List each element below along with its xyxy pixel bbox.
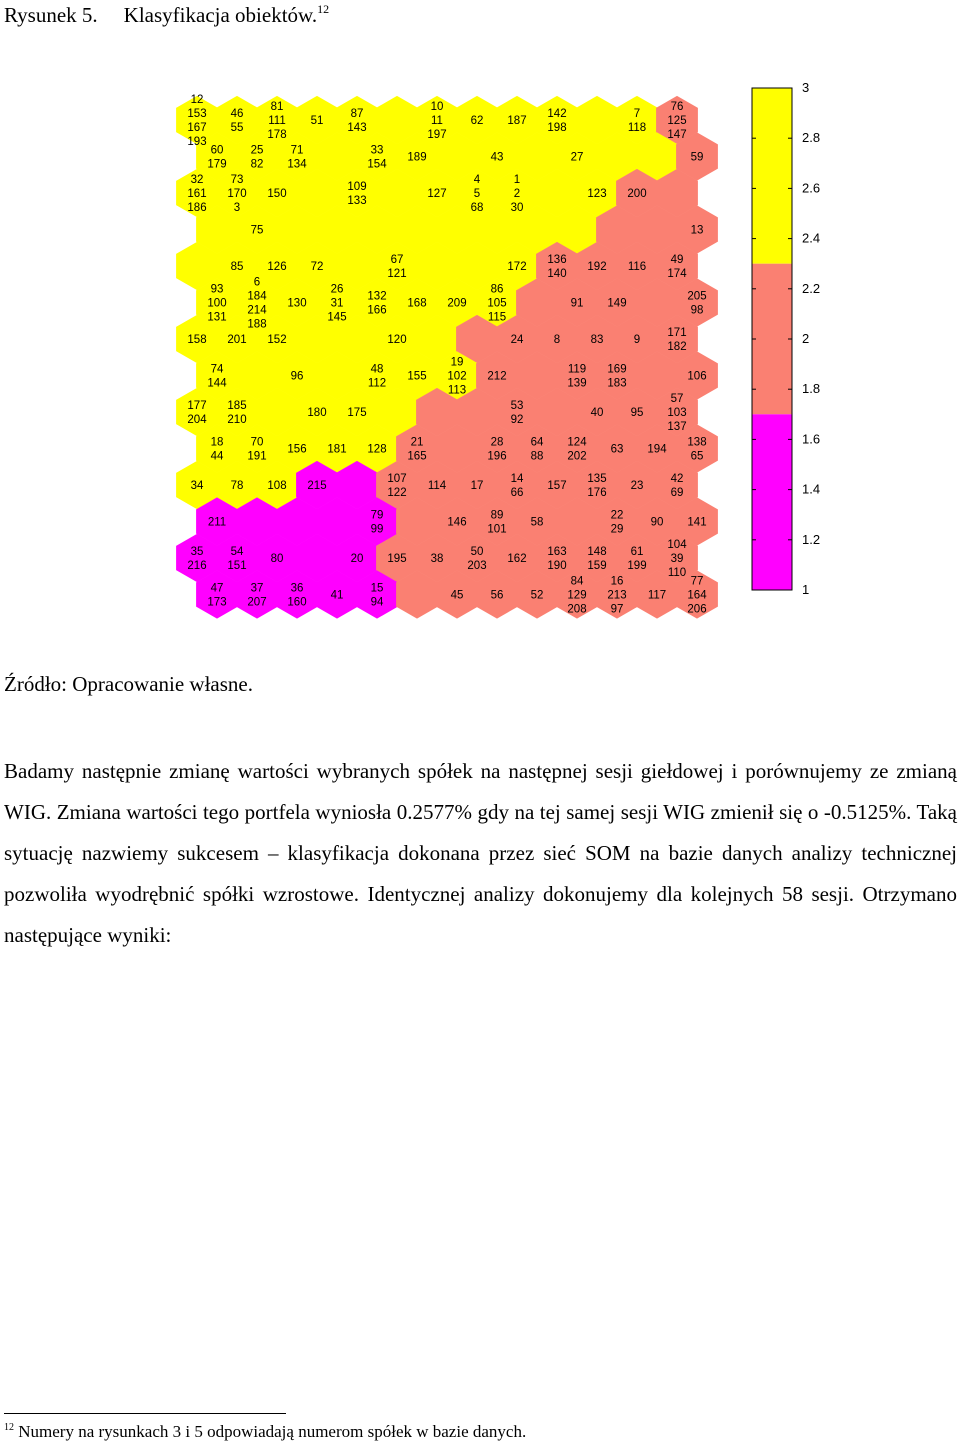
som-cell-label: 28 196	[487, 436, 507, 463]
som-cell-label: 96	[290, 370, 304, 383]
som-cell-label: 12 153 167 193	[187, 94, 207, 148]
som-cell-label: 211	[207, 516, 227, 529]
som-hex-cell	[277, 572, 317, 618]
som-cell-label: 127	[427, 188, 447, 200]
som-cell-label: 75	[250, 224, 264, 237]
som-cell-label: 132 166	[367, 290, 387, 317]
som-cell-label: 32 161 186	[187, 174, 207, 214]
som-cell-label: 189	[407, 151, 427, 164]
colorbar-segment	[752, 88, 792, 264]
som-cell-label: 138 65	[687, 436, 707, 463]
som-cell-label: 93 100 131	[207, 283, 227, 324]
som-cell-label: 26 31 145	[327, 283, 347, 324]
som-cell-label: 135 176	[587, 473, 607, 499]
som-cell-label: 52	[530, 589, 544, 602]
som-cell-label: 85	[230, 261, 244, 273]
som-cell-label: 149	[607, 297, 627, 310]
som-cell-label: 114	[427, 480, 447, 492]
som-cell-label: 6 184 214 188	[247, 276, 267, 331]
colorbar-tick-label: 2.6	[802, 180, 821, 196]
som-cell-label: 72	[310, 261, 324, 273]
som-cell-label: 80	[270, 553, 284, 565]
som-cell-label: 181	[327, 443, 347, 456]
som-cell-label: 45	[450, 589, 464, 602]
som-cell-label: 171 182	[667, 327, 687, 353]
footnote-number: 12	[4, 1422, 14, 1433]
som-cell-label: 89 101	[487, 509, 507, 536]
som-cell-label: 13	[690, 224, 704, 237]
som-cell-label: 106	[687, 370, 707, 383]
som-cell-label: 53 92	[510, 400, 524, 426]
som-cell-label: 14 66	[510, 473, 524, 499]
som-cell-label: 64 88	[530, 436, 544, 463]
som-cell-label: 195	[387, 553, 407, 565]
colorbar	[752, 80, 820, 597]
som-cell-label: 61 199	[627, 546, 647, 572]
som-cell-label: 194	[647, 443, 667, 456]
footnote	[4, 1422, 526, 1442]
som-cell-label: 15 94	[370, 582, 384, 609]
som-cell-label: 157	[547, 480, 567, 492]
som-cell-label: 155	[407, 370, 427, 383]
som-cell-label: 158	[187, 334, 207, 346]
som-cell-label: 163 190	[547, 546, 567, 572]
colorbar-tick-label: 2.8	[802, 130, 821, 146]
som-cell-label: 42 69	[670, 473, 684, 499]
som-cell-label: 56	[490, 589, 504, 602]
som-cell-label: 175	[347, 407, 367, 419]
som-cell-label: 107 122	[387, 473, 407, 499]
som-hex-cell	[197, 572, 237, 618]
som-cell-label: 27	[570, 151, 584, 164]
figure-source: Źródło: Opracowanie własne.	[4, 672, 253, 696]
som-cell-label: 74 144	[207, 363, 227, 390]
colorbar-segment	[752, 264, 792, 415]
som-cell-label: 43	[490, 151, 504, 164]
som-cell-label: 67 121	[387, 254, 407, 280]
colorbar-tick-label: 1.4	[802, 481, 821, 497]
som-cell-label: 84 129 208	[567, 575, 587, 616]
som-cell-label: 136 140	[547, 254, 567, 280]
colorbar-tick-label: 1.2	[802, 531, 821, 547]
som-cell-label: 117	[647, 589, 667, 602]
colorbar-tick-label: 1.6	[802, 431, 821, 447]
som-cell-label: 20	[350, 553, 364, 565]
som-cell-label: 187	[507, 115, 527, 127]
som-cell-label: 185 210	[227, 400, 247, 426]
som-cell-label: 25 82	[250, 144, 264, 171]
som-cell-label: 128	[367, 443, 387, 456]
footnote-text: Numery na rysunkach 3 i 5 odpowiadają numerom spółek w bazie danych.	[18, 1422, 527, 1441]
som-cell-label: 104 39 110	[667, 539, 687, 579]
colorbar-tick-label: 2.4	[802, 230, 821, 246]
som-cell-label: 59	[690, 151, 704, 164]
colorbar-tick-label: 3	[802, 80, 810, 95]
som-cell-label: 83	[590, 334, 604, 346]
colorbar-tick-label: 1.8	[802, 381, 821, 397]
som-cell-label: 86 105 115	[487, 283, 507, 324]
som-cell-label: 148 159	[587, 546, 607, 572]
som-cell-label: 21 165	[407, 436, 427, 463]
som-cell-label: 172	[507, 261, 527, 273]
som-cell-label: 152	[267, 334, 287, 346]
som-cell-label: 79 99	[370, 509, 384, 536]
body-paragraph: Badamy następnie zmianę wartości wybranych spółek na następnej sesji giełdowej i porównujemy ze zmianą WIG. Zmiana wartości tego portfela wyniosła 0.2577% gdy na tej samej sesji WIG zmienił się o -0.5125%. Taką sytuację nazwiemy sukcesem – klasyfikacja dokonana przez sieć SOM na bazie danych analizy technicznej pozwoliła wyodrębnić spółki wzrostowe. Identycznej analizy dokonujemy dla kolejnych 58 sesji. Otrzymano następujące wyniki:	[4, 759, 957, 947]
som-cell-label: 63	[610, 443, 624, 456]
som-cell-label: 36 160	[287, 582, 307, 609]
som-cell-label: 142 198	[547, 108, 567, 134]
som-cell-label: 200	[627, 188, 647, 200]
som-cell-label: 58	[530, 516, 544, 529]
som-cell-label: 205 98	[687, 290, 707, 317]
som-cell-label: 124 202	[567, 436, 587, 463]
som-cell-label: 33 154	[367, 144, 387, 171]
som-cell-label: 150	[267, 188, 287, 200]
som-cell-label: 180	[307, 407, 327, 419]
som-cell-label: 146	[447, 516, 467, 529]
som-cell-label: 212	[487, 370, 507, 383]
som-cell-label: 123	[587, 188, 607, 200]
som-cell-label: 91	[570, 297, 584, 310]
som-cell-label: 1 2 30	[510, 174, 524, 214]
som-cell-label: 8	[553, 334, 561, 346]
som-cell-label: 120	[387, 334, 407, 346]
colorbar-tick-label: 2	[802, 331, 810, 346]
som-cell-label: 16 213 97	[607, 575, 627, 616]
som-cell-label: 141	[687, 516, 707, 529]
som-hex-cell	[357, 572, 397, 618]
figure-label: Rysunek 5.	[4, 3, 98, 27]
som-cell-label: 40	[590, 407, 604, 419]
colorbar-tick-label: 2.2	[802, 280, 821, 296]
som-cell-label: 87 143	[347, 108, 367, 134]
som-cell-label: 10 11 197	[427, 101, 447, 141]
som-cell-label: 60 179	[207, 144, 227, 171]
som-cell-label: 169 183	[607, 363, 627, 390]
som-cell-label: 192	[587, 261, 607, 273]
som-cell-label: 7 118	[627, 108, 647, 134]
som-cell-label: 130	[287, 297, 307, 310]
som-cell-label: 70 191	[247, 436, 267, 463]
som-cell-label: 4 5 68	[470, 174, 484, 214]
som-cell-label: 18 44	[210, 436, 224, 463]
som-cell-label: 73 170 3	[227, 174, 247, 214]
som-cell-label: 201	[227, 334, 247, 346]
colorbar-tick-label: 1	[802, 582, 810, 597]
som-cell-label: 209	[447, 297, 467, 310]
som-cell-label: 162	[507, 553, 527, 565]
som-cell-label: 49 174	[667, 254, 687, 280]
colorbar-segment	[752, 414, 792, 590]
som-cell-label: 109 133	[347, 181, 367, 207]
figure-title: Klasyfikacja obiektów.	[123, 3, 318, 27]
som-cell-label: 76 125 147	[667, 101, 687, 141]
som-cell-label: 90	[650, 516, 664, 529]
som-cell-label: 47 173	[207, 582, 227, 609]
footnote-rule	[4, 1413, 286, 1414]
som-map-figure	[0, 0, 960, 660]
som-cell-label: 50 203	[467, 546, 487, 572]
som-cell-label: 78	[230, 480, 244, 492]
som-cell-label: 215	[307, 480, 327, 492]
som-cell-label: 95	[630, 407, 644, 419]
som-cell-label: 48 112	[367, 363, 387, 390]
som-cell-label: 81 111 178	[267, 101, 287, 141]
som-cell-label: 168	[407, 297, 427, 310]
som-cell-label: 156	[287, 443, 307, 456]
som-cell-label: 126	[267, 261, 287, 273]
som-hex-cell	[237, 572, 277, 618]
som-hexagon-cells	[177, 97, 717, 618]
som-cell-label: 34	[190, 480, 204, 492]
som-cell-label: 57 103 137	[667, 393, 687, 433]
som-cell-label: 119 139	[567, 363, 587, 390]
som-cell-label: 71 134	[287, 144, 307, 171]
som-cell-label: 51	[310, 115, 324, 127]
som-cell-label: 38	[430, 553, 444, 565]
som-cell-label: 23	[630, 480, 644, 492]
som-cell-label: 22 29	[610, 509, 624, 536]
som-cell-label: 41	[330, 589, 344, 602]
som-cell-label: 108	[267, 480, 287, 492]
footnote-reference: 12	[317, 2, 330, 16]
som-cell-label: 116	[627, 261, 647, 273]
som-cell-label: 54 151	[227, 546, 247, 572]
som-cell-label: 19 102 113	[447, 356, 467, 397]
som-cell-label: 17	[470, 480, 484, 492]
som-cell-label: 9	[633, 334, 641, 346]
som-cell-label: 46 55	[230, 108, 244, 134]
som-cell-label: 77 164 206	[687, 575, 707, 616]
som-cell-label: 35 216	[187, 546, 207, 572]
som-cell-label: 24	[510, 334, 524, 346]
som-hex-cell	[397, 572, 437, 618]
som-cell-label: 37 207	[247, 582, 267, 609]
som-cell-label: 177 204	[187, 400, 207, 426]
som-cell-label: 62	[470, 115, 484, 127]
